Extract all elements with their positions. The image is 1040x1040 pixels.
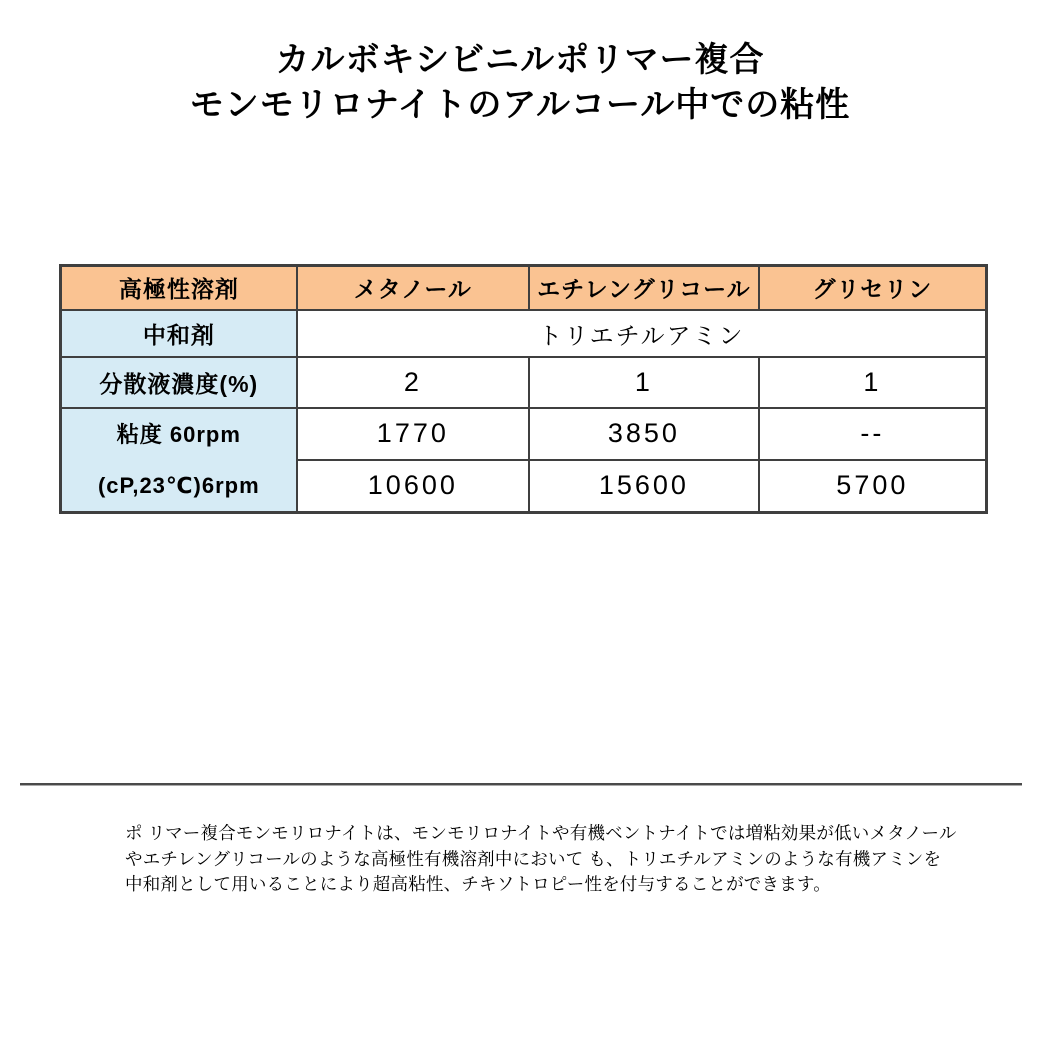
header-cell-methanol: メタノール: [297, 266, 529, 310]
header-cell-glycerin: グリセリン: [759, 266, 987, 310]
page-title-line-2: モンモリロナイトのアルコール中での粘性: [189, 86, 851, 124]
viscosity-6rpm-methanol-cell: 10600: [297, 460, 529, 512]
concentration-ethylene-glycol-cell: 1: [529, 357, 759, 408]
table-header-row: [61, 266, 987, 310]
viscosity-label-line-2: (cP,23℃)6rpm: [97, 472, 260, 498]
concentration-methanol-cell: 2: [297, 357, 529, 408]
concentration-label-cell: 分散液濃度(%): [61, 357, 297, 408]
page-title: [0, 38, 1040, 128]
table-row-neutralizer: [61, 310, 987, 357]
viscosity-label-line-1: 粘度 60rpm: [116, 421, 241, 447]
neutralizer-value-cell: トリエチルアミン: [297, 310, 987, 357]
footnote-line-1: ポ リマー複合モンモリロナイトは、モンモリロナイトや有機ベントナイトでは増粘効果が低いメタノール: [125, 823, 957, 843]
footnote-line-2: やエチレングリコールのような高極性有機溶剤中において も、トリエチルアミンのような有機アミンを: [125, 848, 942, 869]
viscosity-60rpm-ethylene-glycol-cell: 3850: [529, 408, 759, 460]
table-row-concentration: [61, 357, 987, 408]
neutralizer-label-cell: 中和剤: [61, 310, 297, 357]
concentration-glycerin-cell: 1: [759, 357, 987, 408]
viscosity-60rpm-glycerin-cell: --: [759, 408, 987, 460]
viscosity-6rpm-ethylene-glycol-cell: 15600: [529, 460, 759, 512]
viscosity-label-cell: [61, 408, 297, 513]
page-title-line-1: カルボキシビニルポリマー複合: [275, 41, 765, 79]
header-cell-solvent: 高極性溶剤: [61, 266, 297, 310]
footnote-line-3: 中和剤として用いることにより超高粘性、チキソトロピー性を付与することができます。: [125, 874, 831, 894]
header-cell-ethylene-glycol: エチレングリコール: [529, 266, 759, 310]
horizontal-divider: [20, 783, 1022, 786]
viscosity-table: [59, 264, 988, 514]
viscosity-6rpm-glycerin-cell: 5700: [759, 460, 987, 512]
viscosity-60rpm-methanol-cell: 1770: [297, 408, 529, 460]
footnote-paragraph: [125, 821, 957, 898]
table-row-viscosity-60rpm: [61, 408, 987, 460]
